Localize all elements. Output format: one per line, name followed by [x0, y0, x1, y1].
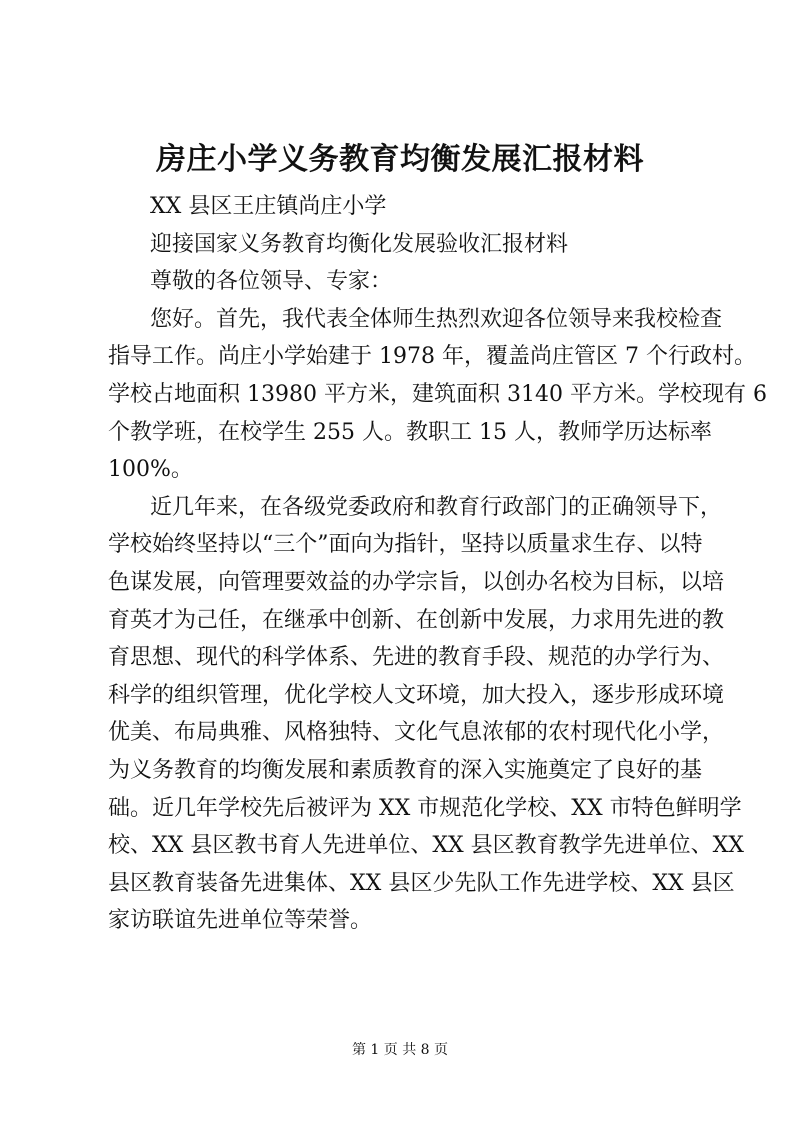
salutation-line: 尊敬的各位领导、专家： — [150, 269, 393, 295]
paragraph-line: 校、XX 县区教书育人先进单位、XX 县区教育教学先进单位、XX — [108, 833, 744, 859]
report-subtitle-line: 迎接国家义务教育均衡化发展验收汇报材料 — [150, 231, 569, 257]
document-body — [108, 188, 767, 940]
document-title: 房庄小学义务教育均衡发展汇报材料 — [156, 142, 644, 177]
paragraph-line: 科学的组织管理，优化学校人文环境，加大投入，逐步形成环境 — [108, 682, 725, 708]
paragraph-line: 您好。首先，我代表全体师生热烈欢迎各位领导来我校检查 — [150, 306, 723, 332]
paragraph-line: 县区教育装备先进集体、XX 县区少先队工作先进学校、XX 县区 — [108, 870, 735, 896]
paragraph-line: 优美、布局典雅、风格独特、文化气息浓郁的农村现代化小学， — [108, 720, 725, 746]
paragraph-line: 础。近几年学校先后被评为 XX 市规范化学校、XX 市特色鲜明学 — [108, 795, 742, 821]
paragraph-line: 色谋发展，向管理要效益的办学宗旨，以创办名校为目标，以培 — [108, 569, 725, 595]
paragraph-line: 育英才为己任，在继承中创新、在创新中发展，力求用先进的教 — [108, 607, 725, 633]
paragraph-line: 指导工作。尚庄小学始建于 1978 年，覆盖尚庄管区 7 个行政村。 — [108, 344, 756, 370]
paragraph-line: 100%。 — [108, 457, 193, 483]
paragraph-line: 学校占地面积 13980 平方米，建筑面积 3140 平方米。学校现有 6 — [108, 381, 767, 407]
paragraph-line: 育思想、现代的科学体系、先进的教育手段、规范的办学行为、 — [108, 645, 725, 671]
school-name-line: XX 县区王庄镇尚庄小学 — [150, 194, 387, 219]
page-footer: 第 1 页 共 8 页 — [351, 1042, 449, 1058]
paragraph-achievements — [108, 489, 744, 940]
paragraph-line: 个教学班，在校学生 255 人。教职工 15 人，教师学历达标率 — [108, 419, 712, 445]
paragraph-line: 为义务教育的均衡发展和素质教育的深入实施奠定了良好的基 — [108, 757, 703, 783]
paragraph-line: 近几年来，在各级党委政府和教育行政部门的正确领导下， — [150, 494, 723, 520]
paragraph-line: 家访联谊先进单位等荣誉。 — [108, 908, 373, 934]
paragraph-introduction — [108, 301, 767, 489]
paragraph-line: 学校始终坚持以“三个”面向为指针，坚持以质量求生存、以特 — [108, 532, 703, 558]
